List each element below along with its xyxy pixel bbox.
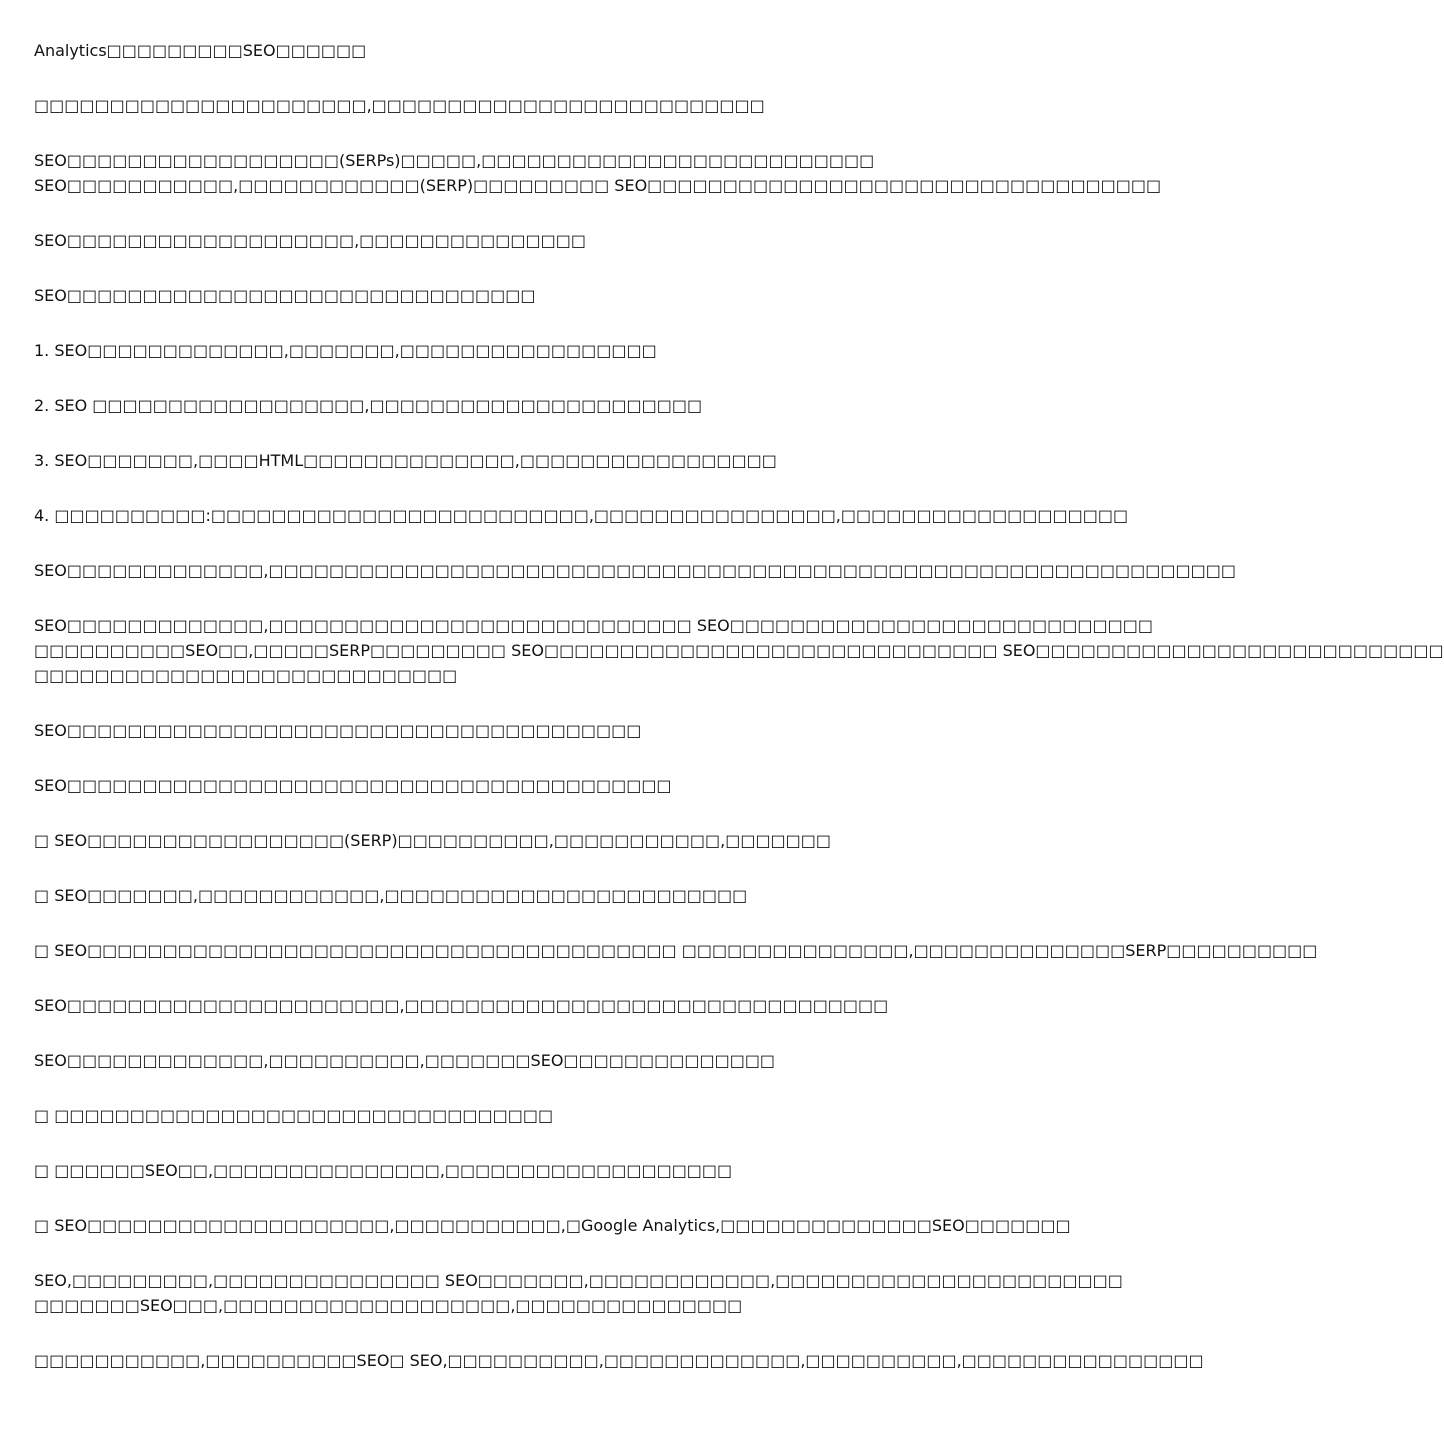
document-paragraph xyxy=(34,1048,990,1073)
paragraph-line: □ SEO□□□□□□□□□□□□□□□□□(SERP)□□□□□□□□□□,□□□□□□□□□□□,□□□□□□□ xyxy=(34,831,832,850)
paragraph-line: SEO□□□□□□□□□□□□□□□□□□□□□□□□□□□□□□□□□□□□□□□□ xyxy=(34,776,672,795)
document-paragraph xyxy=(34,503,1129,528)
document-paragraph xyxy=(34,1348,1204,1373)
document-paragraph xyxy=(34,1103,990,1128)
paragraph-line: □ SEO□□□□□□□□□□□□□□□□□□□□□□□□□□□□□□□□□□□□□□□ □□□□□□□□□□□□□□□,□□□□□□□□□□□□□□SERP□□□□□□□□□□ xyxy=(34,941,1318,960)
paragraph-line: SEO□□□□□□□□□□□□□□□□□□□,□□□□□□□□□□□□□□□ xyxy=(34,231,586,250)
paragraph-line: □ □□□□□□SEO□□,□□□□□□□□□□□□□□□,□□□□□□□□□□□□□□□□□□□ xyxy=(34,1161,733,1180)
document-paragraph xyxy=(34,1158,990,1183)
paragraph-line: □ SEO□□□□□□□□□□□□□□□□□□□□,□□□□□□□□□□□,□Google Analytics,□□□□□□□□□□□□□□SEO□□□□□□□ xyxy=(34,1216,1071,1235)
paragraph-line: 4. □□□□□□□□□□:□□□□□□□□□□□□□□□□□□□□□□□□□,□□□□□□□□□□□□□□□□,□□□□□□□□□□□□□□□□□□□ xyxy=(34,506,1129,525)
document-paragraph xyxy=(34,558,1236,583)
document-paragraph xyxy=(34,1268,1123,1318)
paragraph-line: Analytics□□□□□□□□□SEO□□□□□□ xyxy=(34,41,367,60)
paragraph-line: □□□□□□□□□□□□□□□□□□□□□□□□□□□□ xyxy=(34,666,458,685)
paragraph-line: 2. SEO □□□□□□□□□□□□□□□□□□,□□□□□□□□□□□□□□□□□□□□□□ xyxy=(34,396,703,415)
document-paragraph xyxy=(34,448,990,473)
paragraph-line: SEO□□□□□□□□□□□□□,□□□□□□□□□□□□□□□□□□□□□□□□□□□□ SEO□□□□□□□□□□□□□□□□□□□□□□□□□□□□ xyxy=(34,616,1153,635)
paragraph-line: □□□□□□□SEO□□□,□□□□□□□□□□□□□□□□□□□,□□□□□□□□□□□□□□□ xyxy=(34,1296,743,1315)
paragraph-line: SEO□□□□□□□□□□□□□□□□□□□□□□,□□□□□□□□□□□□□□□□□□□□□□□□□□□□□□□□ xyxy=(34,996,889,1015)
paragraph-line: □□□□□□□□□□□□□□□□□□□□□□,□□□□□□□□□□□□□□□□□□□□□□□□□□ xyxy=(34,96,765,115)
paragraph-line: SEO□□□□□□□□□□□□□□□□□□(SERPs)□□□□□,□□□□□□□□□□□□□□□□□□□□□□□□□□ xyxy=(34,151,875,170)
paragraph-line: SEO□□□□□□□□□□□□□,□□□□□□□□□□,□□□□□□□SEO□□□□□□□□□□□□□□ xyxy=(34,1051,776,1070)
document-paragraph xyxy=(34,883,990,908)
document-paragraph xyxy=(34,773,990,798)
document-paragraph xyxy=(34,283,990,308)
document-paragraph xyxy=(34,38,990,63)
paragraph-line: SEO,□□□□□□□□□,□□□□□□□□□□□□□□□ SEO□□□□□□□,□□□□□□□□□□□□,□□□□□□□□□□□□□□□□□□□□□□□ xyxy=(34,1271,1123,1290)
document-paragraph xyxy=(34,613,1444,688)
paragraph-line: □ □□□□□□□□□□□□□□□□□□□□□□□□□□□□□□□□□ xyxy=(34,1106,554,1125)
document-paragraph xyxy=(34,393,990,418)
document-paragraph xyxy=(34,338,990,363)
paragraph-line: SEO□□□□□□□□□□□□□□□□□□□□□□□□□□□□□□□□□□□□□□ xyxy=(34,721,642,740)
document-paragraph xyxy=(34,1213,1071,1238)
document-paragraph xyxy=(34,228,990,253)
paragraph-line: 3. SEO□□□□□□□,□□□□HTML□□□□□□□□□□□□□□,□□□□□□□□□□□□□□□□□ xyxy=(34,451,777,470)
document-paragraph xyxy=(34,93,990,118)
document-paragraph xyxy=(34,148,1162,198)
paragraph-line: SEO□□□□□□□□□□□□□□□□□□□□□□□□□□□□□□□ xyxy=(34,286,536,305)
paragraph-line: 1. SEO□□□□□□□□□□□□□,□□□□□□□,□□□□□□□□□□□□□□□□□ xyxy=(34,341,657,360)
paragraph-line: □□□□□□□□□□□,□□□□□□□□□□SEO□ SEO,□□□□□□□□□□,□□□□□□□□□□□□□,□□□□□□□□□□,□□□□□□□□□□□□□□□□ xyxy=(34,1351,1204,1370)
paragraph-line: □ SEO□□□□□□□,□□□□□□□□□□□□,□□□□□□□□□□□□□□□□□□□□□□□□ xyxy=(34,886,748,905)
document-paragraph xyxy=(34,828,990,853)
document-paragraph xyxy=(34,718,990,743)
paragraph-line: □□□□□□□□□□SEO□□,□□□□□SERP□□□□□□□□□ SEO□□□□□□□□□□□□□□□□□□□□□□□□□□□□□□ SEO□□□□□□□□□□□□□□□□□□□□□□□□□□□ xyxy=(34,641,1444,660)
paragraph-line: SEO□□□□□□□□□□□□□,□□□□□□□□□□□□□□□□□□□□□□□□□□□□□□□□□□□□□□□□□□□□□□□□□□□□□□□□□□□□□□□□ xyxy=(34,561,1236,580)
document-paragraph xyxy=(34,938,1318,963)
paragraph-line: SEO□□□□□□□□□□□,□□□□□□□□□□□□(SERP)□□□□□□□□□ SEO□□□□□□□□□□□□□□□□□□□□□□□□□□□□□□□□□□ xyxy=(34,176,1162,195)
document-paragraph xyxy=(34,993,990,1018)
